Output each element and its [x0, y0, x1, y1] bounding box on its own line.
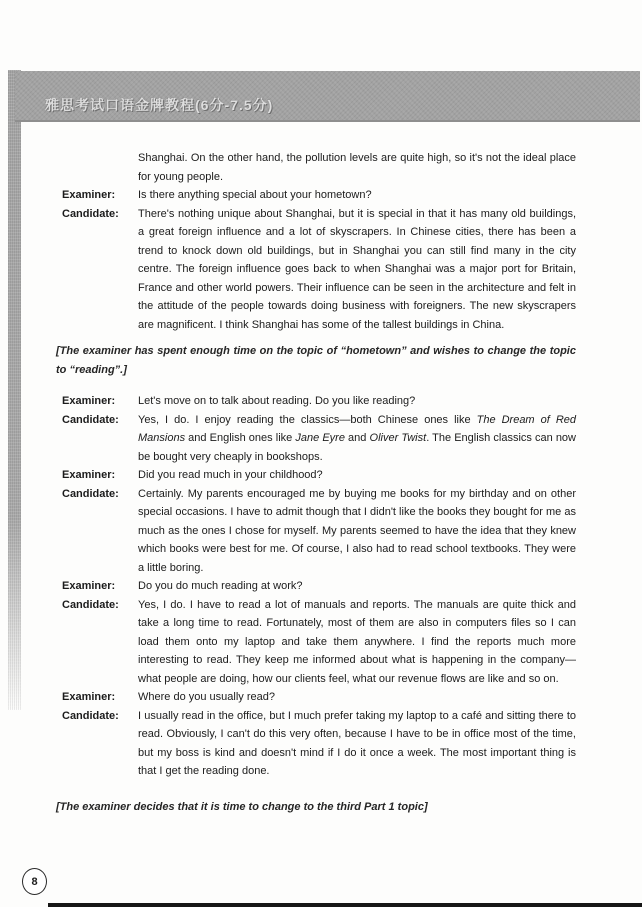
stage-direction: [The examiner has spent enough time on the topic of “hometown” and wishes to change the topic to “reading”.] — [56, 345, 576, 376]
speaker-label: Examiner: — [62, 189, 116, 201]
utterance-text: Where do you usually read? — [138, 691, 275, 703]
page-number: 8 — [31, 875, 38, 888]
dialogue-turn — [62, 205, 576, 335]
dialogue-turn — [62, 707, 576, 781]
speaker-label: Candidate: — [62, 487, 119, 500]
page-number-badge — [22, 868, 47, 895]
utterance-text: Do you do much reading at work? — [138, 580, 303, 592]
speaker-label — [62, 149, 138, 186]
speaker-label: Candidate: — [62, 709, 119, 722]
speaker-label: Examiner: — [62, 395, 116, 407]
dialogue-turn — [62, 149, 576, 186]
speaker-label: Candidate: — [62, 413, 119, 426]
header-title: 雅思考试口语金牌教程(6分-7.5分) — [45, 97, 274, 113]
dialogue-turn — [62, 596, 576, 689]
dialogue-turn — [62, 485, 576, 578]
utterance-text: There's nothing unique about Shanghai, but it is special in that it has many old buildings, a great foreign influence and a lot of skyscrapers. In Chinese cities, there has been a trend to knock down old buildings, but in Shanghai you can still find many in the city centre. The foreign influence goes back to when Shanghai was a major port for Britain, France and other world powers. Their influence can be seen in the architecture and felt in the attitude of the people towards doing business with foreigners. The new skyscrapers are magnificent. I think Shanghai has some of the tallest buildings in China. — [138, 207, 576, 331]
speaker-label: Candidate: — [62, 598, 119, 611]
utterance-text: Did you read much in your childhood? — [138, 469, 323, 481]
dialogue-turn — [62, 186, 576, 205]
dialogue-turn — [62, 688, 576, 707]
dialogue-turn — [62, 411, 576, 467]
dialogue-turn — [62, 392, 576, 411]
utterance-text: I usually read in the office, but I much prefer taking my laptop to a café and sitting there to read. Obviously, I can't do this very often, because I have to be in office most of the time, but my boss is kind and doesn't mind if I do it once a week. The most important thing is that I get the reading done. — [138, 709, 576, 777]
utterance-text: Yes, I do. I have to read a lot of manuals and reports. The manuals are quite thick and take a long time to read. Fortunately, most of them are also in computers files so I can load them onto my laptop and take them anywhere. I find the reports much more interesting to read. They keep me informed about what is happening in the company—what people are doing, how our clients feel, what our revenue flows are like and so on. — [138, 598, 576, 685]
dialogue — [56, 149, 577, 816]
utterance-text: Certainly. My parents encouraged me by buying me books for my birthday and on other special occasions. I have to admit though that I didn't like the books they bought for me as much as the ones I chose for myself. My parents seemed to have the idea that they knew which books were best for me. Of course, I also had to read school textbooks. They were a little boring. — [138, 487, 576, 574]
speaker-label: Candidate: — [62, 207, 119, 220]
left-binding-strip — [8, 70, 21, 710]
bottom-scan-edge — [48, 903, 642, 907]
speaker-label: Examiner: — [62, 469, 116, 481]
header-band — [15, 71, 640, 122]
utterance-text: Shanghai. On the other hand, the pollution levels are quite high, so it's not the ideal place for young people. — [138, 152, 576, 183]
utterance-text: Let's move on to talk about reading. Do you like reading? — [138, 395, 416, 407]
speaker-label: Examiner: — [62, 580, 116, 592]
utterance-text: Yes, I do. I enjoy reading the classics—both Chinese ones like The Dream of Red Mansions and English ones like Jane Eyre and Oliver Twist. The English classics can now be bought very cheaply in bookshops. — [138, 413, 577, 463]
speaker-label: Examiner: — [62, 691, 116, 703]
dialogue-turn — [62, 577, 576, 596]
dialogue-turn — [62, 466, 576, 485]
stage-direction: [The examiner decides that it is time to change to the third Part 1 topic] — [56, 800, 428, 813]
utterance-text: Is there anything special about your hometown? — [138, 189, 372, 201]
